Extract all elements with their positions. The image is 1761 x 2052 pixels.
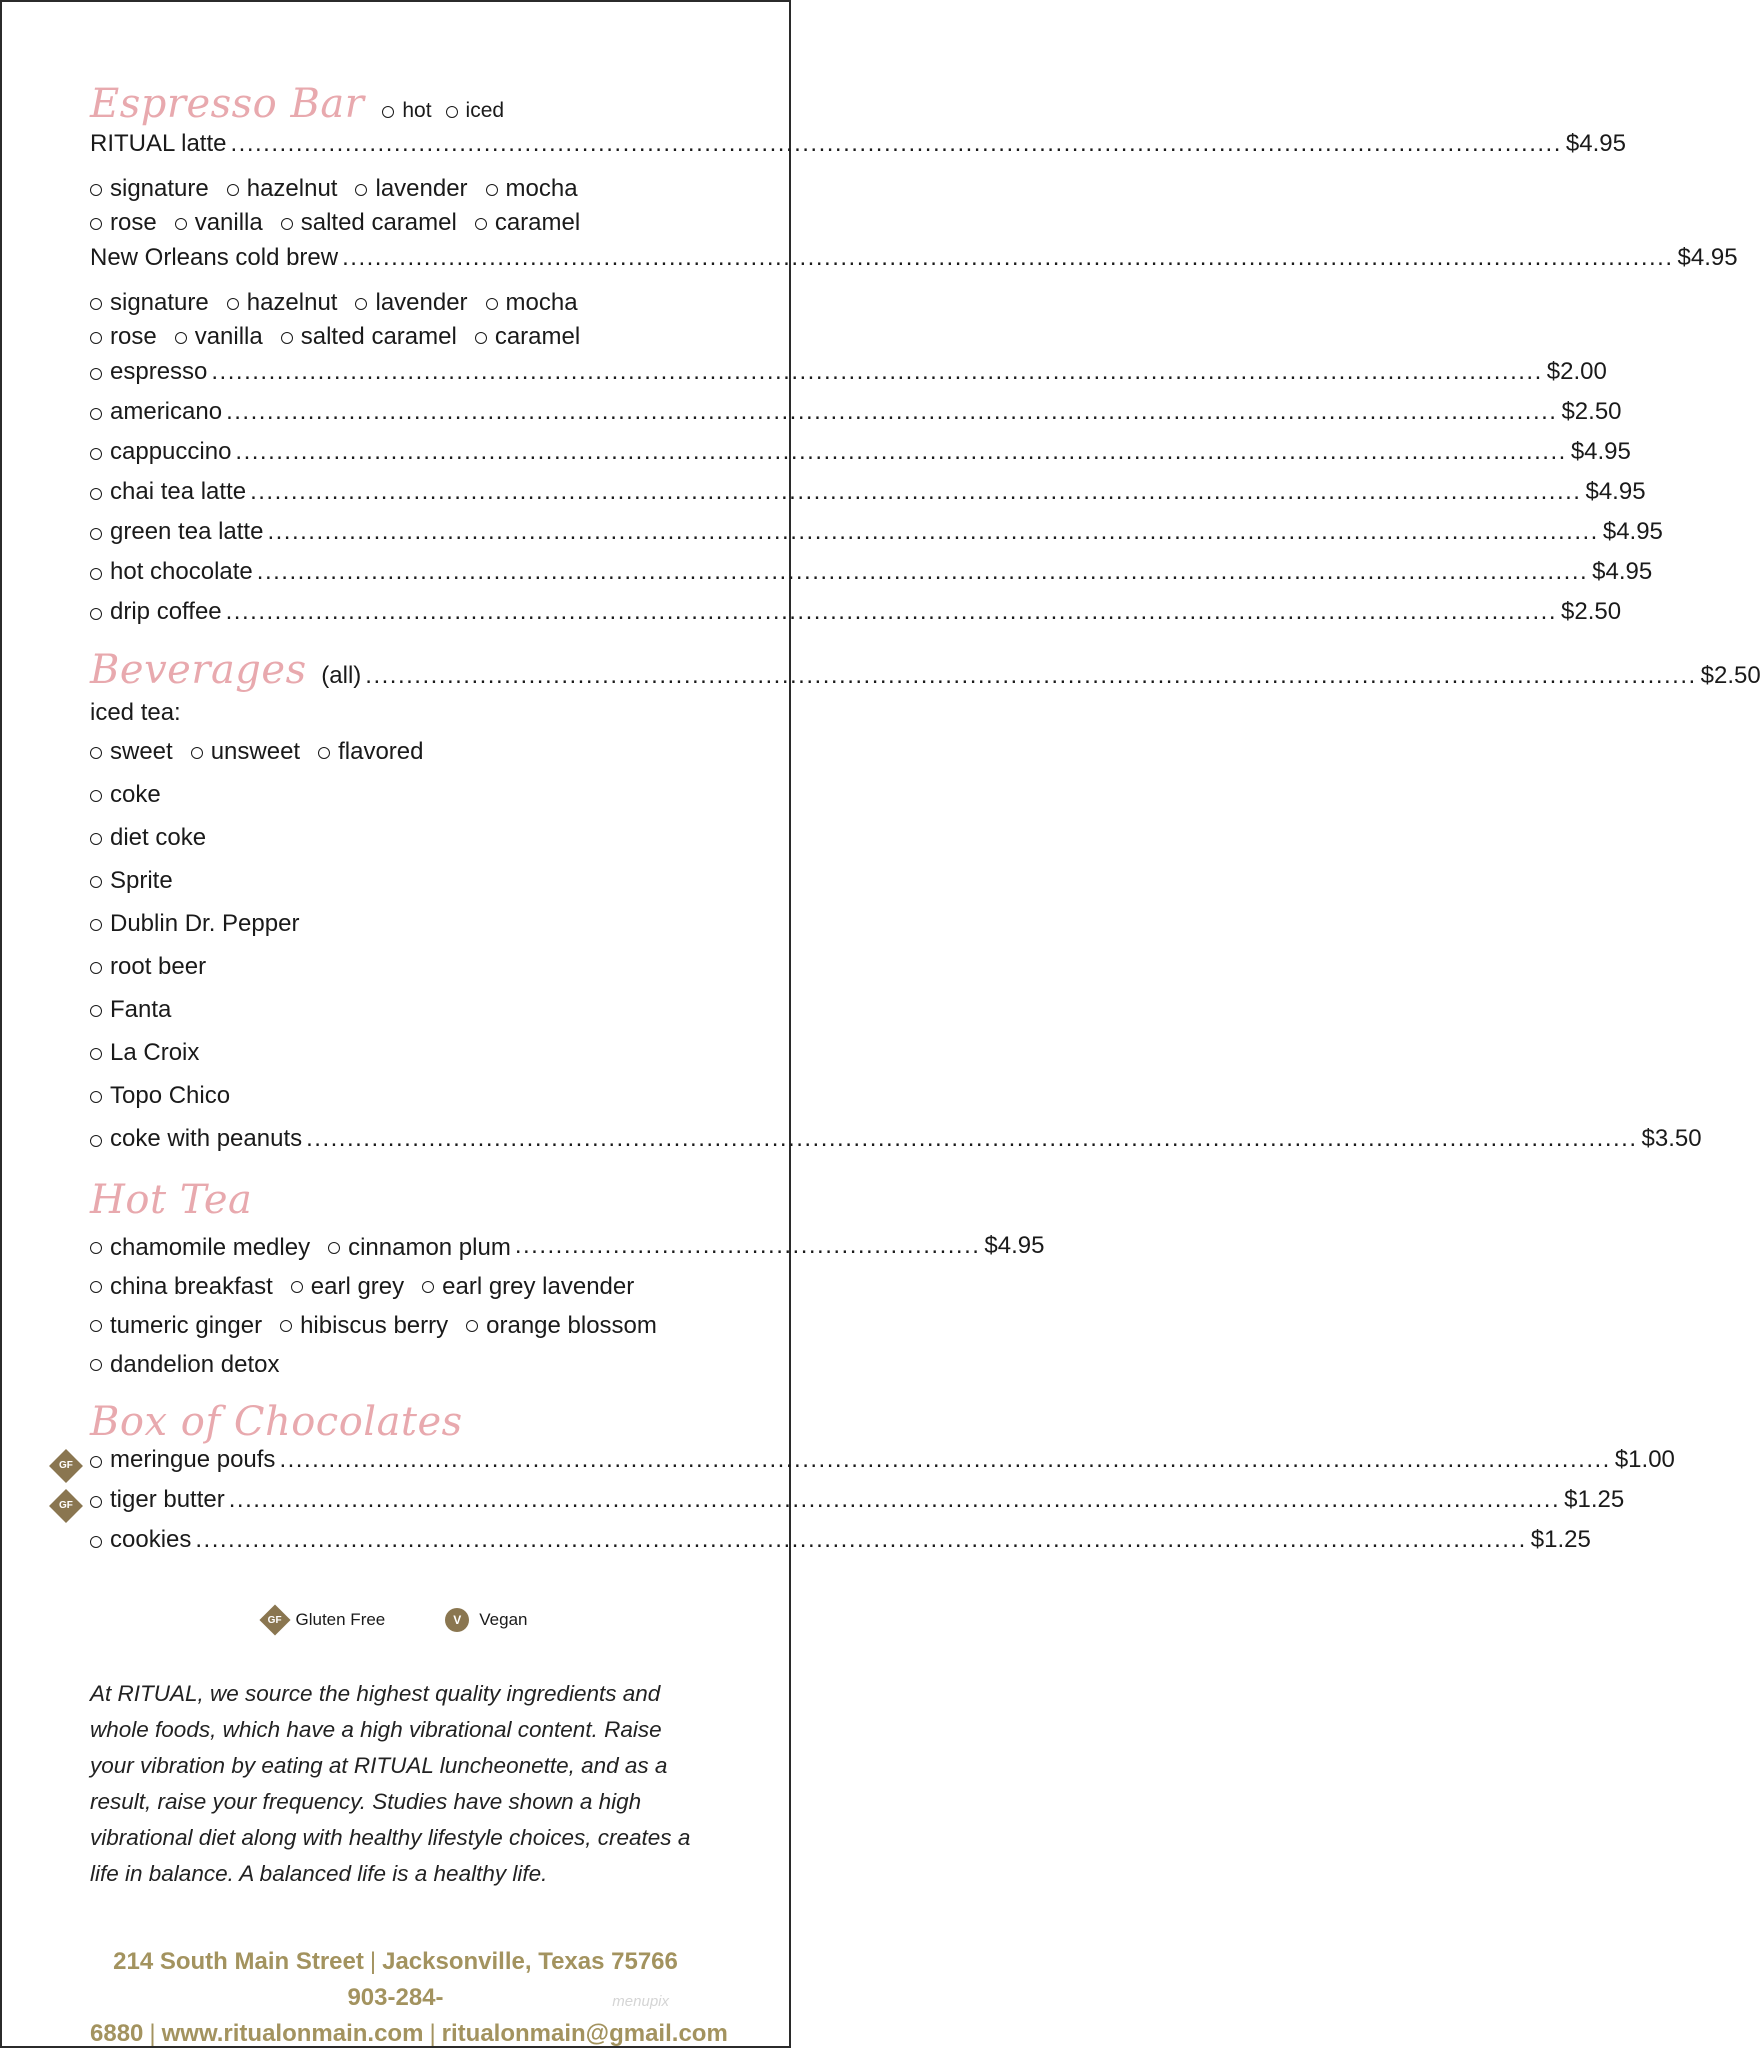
hot-tea-section xyxy=(90,1177,1045,1384)
dot-leader: ......................................................... xyxy=(514,1232,981,1259)
tea-option[interactable]: hibiscus berry xyxy=(280,1306,448,1345)
dot-leader xyxy=(229,1488,1560,1512)
checkbox-circle-icon xyxy=(90,790,102,802)
beverages-section xyxy=(90,647,1761,1160)
checkbox-circle-icon xyxy=(90,488,102,500)
dot-leader xyxy=(257,560,1588,584)
checkbox-circle-icon xyxy=(280,1320,292,1332)
checkbox-circle-icon xyxy=(281,218,293,230)
checkbox-circle-icon xyxy=(281,332,293,344)
tea-line-1: chamomile medley cinnamon plum ......................................................... $4.95 xyxy=(90,1226,701,1267)
chocolate-item-cookies[interactable]: cookies ..... $1.25 xyxy=(90,1528,701,1568)
beverage-item[interactable]: diet coke xyxy=(90,816,701,859)
menu-item[interactable]: espresso ..... $2.00 xyxy=(90,360,701,400)
espresso-section xyxy=(90,81,1738,640)
gluten-free-badge-icon: GF xyxy=(49,1449,83,1483)
legend-gluten-free: GF Gluten Free xyxy=(264,1609,386,1631)
tea-option[interactable]: earl grey lavender xyxy=(422,1267,634,1306)
coldbrew-flavors-line-1 xyxy=(90,286,701,320)
dot-leader xyxy=(195,1528,1526,1552)
address-line: 214 South Main Street | Jacksonville, Texas 75766 xyxy=(113,1947,678,1975)
checkbox-circle-icon xyxy=(90,1048,102,1060)
phone-number[interactable]: 903-284-6880 xyxy=(90,1983,444,2047)
beverage-item[interactable]: Sprite xyxy=(90,859,701,902)
iced-tea-option[interactable]: flavored xyxy=(318,730,423,773)
checkbox-circle-icon xyxy=(475,332,487,344)
flavor-option[interactable]: hazelnut xyxy=(227,172,338,206)
latte-flavors-line-2 xyxy=(90,206,701,240)
checkbox-circle-icon xyxy=(90,1359,102,1371)
iced-tea-options xyxy=(90,730,701,773)
dot-leader xyxy=(250,480,1581,504)
checkbox-circle-icon xyxy=(422,1281,434,1293)
menu-item-ritual-latte: RITUAL latte ..... $4.95 xyxy=(90,132,701,172)
flavor-option[interactable]: lavender xyxy=(355,172,467,206)
checkbox-circle-icon xyxy=(90,1091,102,1103)
checkbox-circle-icon xyxy=(90,184,102,196)
checkbox-circle-icon xyxy=(90,1496,102,1508)
checkbox-circle-icon xyxy=(90,608,102,620)
flavor-option[interactable]: signature xyxy=(90,172,209,206)
checkbox-circle-icon xyxy=(90,332,102,344)
section-title: Espresso Bar xyxy=(90,81,365,127)
dot-leader xyxy=(306,1127,1637,1151)
flavor-option[interactable]: hazelnut xyxy=(227,286,338,320)
separator: | xyxy=(369,1947,377,1975)
tea-option[interactable]: orange blossom xyxy=(466,1306,657,1345)
iced-tea-label: iced tea: xyxy=(90,699,181,726)
checkbox-circle-icon xyxy=(90,962,102,974)
checkbox-circle-icon xyxy=(227,184,239,196)
tea-line-4 xyxy=(90,1345,701,1384)
checkbox-circle-icon xyxy=(90,1456,102,1468)
checkbox-circle-icon xyxy=(90,218,102,230)
gluten-free-badge-icon: GF xyxy=(259,1604,290,1635)
menu-item[interactable]: hot chocolate ..... $4.95 xyxy=(90,560,701,600)
dot-leader xyxy=(279,1448,1610,1472)
menu-item[interactable]: chai tea latte ..... $4.95 xyxy=(90,480,701,520)
checkbox-circle-icon xyxy=(90,298,102,310)
checkbox-circle-icon xyxy=(466,1320,478,1332)
checkbox-circle-icon xyxy=(90,448,102,460)
section-title: Hot Tea xyxy=(90,1177,253,1223)
separator: | xyxy=(429,2019,436,2047)
iced-tea-option[interactable]: unsweet xyxy=(191,730,300,773)
checkbox-circle-icon xyxy=(90,1281,102,1293)
flavor-option[interactable]: caramel xyxy=(475,320,580,354)
temperature-options xyxy=(382,99,504,123)
gluten-free-badge-icon: GF xyxy=(49,1489,83,1523)
checkbox-circle-icon xyxy=(318,747,330,759)
checkbox-circle-icon xyxy=(486,298,498,310)
checkbox-circle-icon xyxy=(90,1005,102,1017)
iced-tea-option[interactable]: sweet xyxy=(90,730,173,773)
email-link[interactable]: ritualonmain@gmail.com xyxy=(441,2019,728,2047)
dot-leader xyxy=(235,440,1566,464)
flavor-option[interactable]: vanilla xyxy=(175,206,263,240)
checkbox-circle-icon xyxy=(90,1320,102,1332)
beverage-item[interactable]: Fanta xyxy=(90,988,701,1031)
checkbox-circle-icon xyxy=(446,106,458,118)
watermark: menupix xyxy=(612,1993,669,2010)
tea-option[interactable]: dandelion detox xyxy=(90,1345,279,1384)
contact-footer xyxy=(90,1944,728,2052)
tea-option[interactable]: earl grey xyxy=(291,1267,404,1306)
about-paragraph: At RITUAL, we source the highest quality ingredients and whole foods, which have a high vibrational content. Raise your vibration by eating at RITUAL luncheonette, and as a result, raise your frequency. Studies have shown a high vibrational diet along with healthy lifestyle choices, creates a life in balance. A balanced life is a healthy life. xyxy=(90,1680,691,1886)
flavor-option[interactable]: salted caramel xyxy=(281,320,457,354)
flavor-option[interactable]: lavender xyxy=(355,286,467,320)
checkbox-circle-icon xyxy=(355,184,367,196)
checkbox-circle-icon xyxy=(191,747,203,759)
diet-legend xyxy=(90,1608,701,1632)
espresso-header xyxy=(90,81,701,127)
menu-item[interactable]: green tea latte ..... $4.95 xyxy=(90,520,701,560)
menu-item[interactable]: drip coffee ..... $2.50 xyxy=(90,600,701,640)
legend-vegan: V Vegan xyxy=(445,1608,527,1632)
checkbox-circle-icon xyxy=(382,106,394,118)
checkbox-circle-icon xyxy=(175,332,187,344)
menu-item[interactable]: americano ..... $2.50 xyxy=(90,400,701,440)
checkbox-circle-icon xyxy=(90,876,102,888)
beverage-item[interactable]: La Croix xyxy=(90,1031,701,1074)
section-title: Box of Chocolates xyxy=(90,1398,463,1445)
chocolates-header xyxy=(90,1398,701,1445)
chocolates-section xyxy=(59,1398,1675,1568)
option-iced[interactable]: iced xyxy=(446,99,505,123)
checkbox-circle-icon xyxy=(328,1242,340,1254)
website-link[interactable]: www.ritualonmain.com xyxy=(161,2019,424,2047)
flavor-option[interactable]: signature xyxy=(90,286,209,320)
tea-line-2 xyxy=(90,1267,701,1306)
separator: | xyxy=(149,2019,156,2047)
tea-option[interactable]: tumeric ginger xyxy=(90,1306,262,1345)
beverage-item[interactable]: Topo Chico xyxy=(90,1074,701,1117)
checkbox-circle-icon xyxy=(355,298,367,310)
dot-leader xyxy=(226,400,1557,424)
flavor-option[interactable]: rose xyxy=(90,320,157,354)
tea-option[interactable]: chamomile medley xyxy=(90,1228,310,1267)
checkbox-circle-icon xyxy=(90,919,102,931)
flavor-option[interactable]: vanilla xyxy=(175,320,263,354)
beverages-header: Beverages (all) ..... $2.50 xyxy=(90,650,701,696)
checkbox-circle-icon xyxy=(90,833,102,845)
checkbox-circle-icon xyxy=(90,528,102,540)
checkbox-circle-icon xyxy=(175,218,187,230)
checkbox-circle-icon xyxy=(90,1242,102,1254)
checkbox-circle-icon xyxy=(486,184,498,196)
dot-leader xyxy=(226,600,1557,624)
checkbox-circle-icon xyxy=(90,408,102,420)
flavor-option[interactable]: rose xyxy=(90,206,157,240)
checkbox-circle-icon xyxy=(90,747,102,759)
option-hot[interactable]: hot xyxy=(382,99,431,123)
flavor-option[interactable]: caramel xyxy=(475,206,580,240)
flavor-option[interactable]: mocha xyxy=(486,172,578,206)
latte-flavors-line-1 xyxy=(90,172,701,206)
beverage-item[interactable]: Dublin Dr. Pepper xyxy=(90,902,701,945)
tea-option[interactable]: cinnamon plum xyxy=(328,1228,511,1267)
dot-leader xyxy=(211,360,1542,384)
chocolate-item-tiger-butter[interactable]: GF tiger butter ..... $1.25 xyxy=(90,1488,701,1528)
dot-leader xyxy=(267,520,1598,544)
section-title: Beverages xyxy=(90,647,307,693)
contact-line xyxy=(90,1980,728,2052)
flavor-option[interactable]: salted caramel xyxy=(281,206,457,240)
beverage-item[interactable]: root beer xyxy=(90,945,701,988)
checkbox-circle-icon xyxy=(90,1536,102,1548)
menu-item[interactable]: cappuccino ..... $4.95 xyxy=(90,440,701,480)
beverage-item-peanuts[interactable]: coke with peanuts ..... $3.50 xyxy=(90,1117,701,1160)
chocolate-item-meringue[interactable]: GF meringue poufs ..... $1.00 xyxy=(90,1448,701,1488)
vegan-badge-icon: V xyxy=(445,1608,469,1632)
checkbox-circle-icon xyxy=(90,368,102,380)
beverage-item[interactable]: coke xyxy=(90,773,701,816)
dot-leader xyxy=(365,664,1696,688)
dot-leader xyxy=(342,246,1673,270)
coldbrew-flavors-line-2 xyxy=(90,320,701,354)
checkbox-circle-icon xyxy=(227,298,239,310)
checkbox-circle-icon xyxy=(90,1135,102,1147)
checkbox-circle-icon xyxy=(291,1281,303,1293)
hot-tea-header xyxy=(90,1177,701,1223)
dot-leader xyxy=(231,132,1562,156)
flavor-option[interactable]: mocha xyxy=(486,286,578,320)
checkbox-circle-icon xyxy=(475,218,487,230)
tea-line-3 xyxy=(90,1306,701,1345)
menu-item-cold-brew: New Orleans cold brew ..... $4.95 xyxy=(90,246,701,286)
checkbox-circle-icon xyxy=(90,568,102,580)
tea-option[interactable]: china breakfast xyxy=(90,1267,273,1306)
